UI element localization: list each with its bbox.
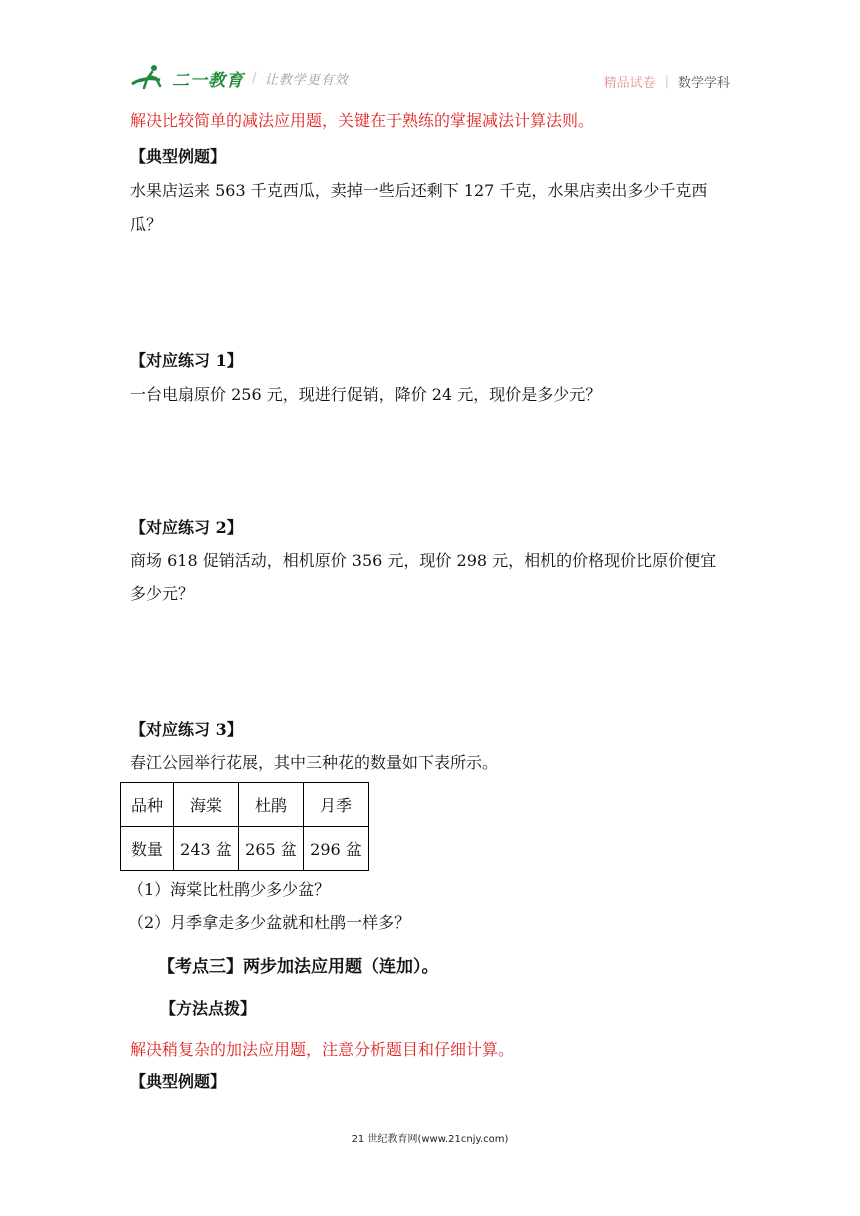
practice1-text: 一台电扇原价 256 元，现进行促销，降价 24 元，现价是多少元？ xyxy=(130,385,602,404)
method-heading: 【方法点拨】 xyxy=(160,999,257,1018)
example2-heading: 【典型例题】 xyxy=(130,1072,227,1091)
runner-logo-icon xyxy=(130,64,170,92)
table-cell: 265 盆 xyxy=(239,827,304,871)
example-line-1: 水果店运来 563 千克西瓜，卖掉一些后还剩下 127 千克，水果店卖出多少千克西 xyxy=(130,181,708,200)
practice3-heading: 【对应练习 3】 xyxy=(130,720,243,739)
table-cell: 海棠 xyxy=(174,783,239,827)
header-subject: 数学学科 xyxy=(677,76,730,91)
practice3-text: 春江公园举行花展，其中三种花的数量如下表所示。 xyxy=(130,753,499,772)
example-heading: 【典型例题】 xyxy=(130,147,227,166)
practice2-line-1: 商场 618 促销活动，相机原价 356 元，现价 298 元，相机的价格现价比原价便宜 xyxy=(130,551,717,570)
table-cell: 杜鹃 xyxy=(239,783,304,827)
brand-slogan: 让教学更有效 xyxy=(264,72,349,88)
question-2: （2）月季拿走多少盆就和杜鹃一样多？ xyxy=(128,913,411,932)
table-cell: 品种 xyxy=(121,783,174,827)
table-cell: 296 盆 xyxy=(304,827,369,871)
table-cell: 243 盆 xyxy=(174,827,239,871)
header-separator: | xyxy=(664,74,669,89)
section3-title: 【考点三】两步加法应用题（连加）。 xyxy=(158,957,439,977)
practice2-heading: 【对应练习 2】 xyxy=(130,518,243,537)
table-row xyxy=(121,783,369,827)
table-row xyxy=(121,827,369,871)
brand-name: 二一教育 xyxy=(172,70,244,91)
rule-text: 解决比较简单的减法应用题，关键在于熟练的掌握减法计算法则。 xyxy=(130,111,595,130)
page-header xyxy=(0,0,860,100)
table-cell: 数量 xyxy=(121,827,174,871)
practice1-heading: 【对应练习 1】 xyxy=(130,351,243,370)
flower-count-table xyxy=(120,782,369,871)
method-text: 解决稍复杂的加法应用题，注意分析题目和仔细计算。 xyxy=(130,1040,515,1059)
practice2-line-2: 多少元？ xyxy=(130,584,195,603)
header-tag: 精品试卷 xyxy=(603,76,656,91)
page-footer: 21 世纪教育网(www.21cnjy.com) xyxy=(351,1134,509,1145)
header-meta xyxy=(604,72,730,91)
example-line-2: 瓜？ xyxy=(130,215,163,234)
brand-logo[interactable] xyxy=(130,64,349,92)
question-1: （1）海棠比杜鹃少多少盆？ xyxy=(128,880,331,899)
table-cell: 月季 xyxy=(304,783,369,827)
logo-divider: / xyxy=(252,70,257,86)
